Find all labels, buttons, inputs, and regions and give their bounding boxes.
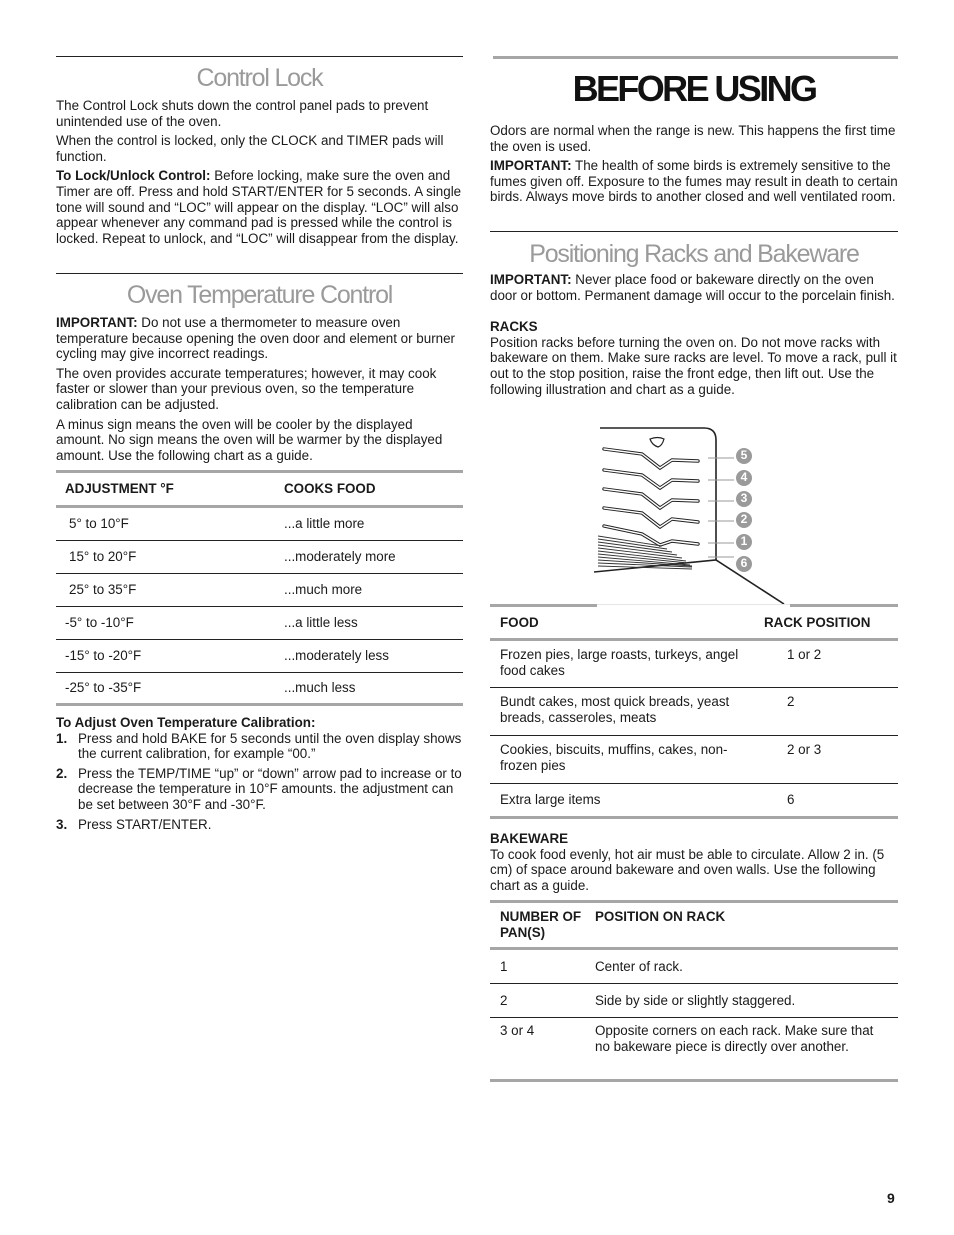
important-label: IMPORTANT: <box>490 272 572 287</box>
rack-position-cell: 6 <box>787 792 795 808</box>
food-cell: Frozen pies, large roasts, turkeys, angel food cakes <box>500 647 739 678</box>
porcelain-text: Never place food or bakeware directly on the oven door or bottom. Permanent damage will occur to the porcelain finish. <box>490 272 895 303</box>
table-row <box>490 784 898 819</box>
step-number: 2. <box>56 765 68 781</box>
cooks-food-value: ...moderately less <box>284 648 389 664</box>
rack-label-5: 5 <box>740 448 748 462</box>
step-item <box>56 731 463 762</box>
step-text: Press START/ENTER. <box>78 816 212 832</box>
important-label: IMPORTANT: <box>490 158 572 174</box>
step-text: Press the TEMP/TIME “up” or “down” arrow pad to increase or to decrease the temperature in 10°F amounts. the adjustment can be set between 30°F and -30°F. <box>78 765 462 812</box>
control-lock-p2: When the control is locked, only the CLOCK and TIMER pads will function. <box>56 133 444 164</box>
step-number: 3. <box>56 816 68 832</box>
rack-label-2: 2 <box>740 512 748 526</box>
bakeware-paragraph: To cook food evenly, hot air must be able to circulate. Allow 2 in. (5 cm) of space around bakeware and oven walls. Use the following chart as a guide. <box>490 846 885 893</box>
calibration-step-list <box>56 731 463 833</box>
pan-count-cell: 1 <box>500 958 508 974</box>
table-header <box>490 903 898 950</box>
adjustment-table <box>56 470 463 706</box>
header-number-of-pans: NUMBER OF PAN(S) <box>500 909 582 940</box>
table-row <box>56 673 463 706</box>
lock-unlock-text: Before locking, make sure the oven and Timer are off. Press and hold START/ENTER for 5 seconds. A single tone will sound and “LOC” will appear on the display. “LOC” will also appear whenever any command pad is pressed while the control is locked. Repeat to unlock, and “LOC” will disappear from the display. <box>56 168 462 246</box>
control-lock-p1: The Control Lock shuts down the control panel pads to prevent unintended use of the oven. <box>56 98 429 129</box>
table-row <box>56 574 463 607</box>
control-lock-title: Control Lock <box>196 64 323 92</box>
control-lock-p3 <box>56 168 463 246</box>
table-row <box>490 688 898 736</box>
adjustment-value: 5° to 10°F <box>69 516 129 532</box>
rack-label-4: 4 <box>740 470 748 484</box>
food-cell: Cookies, biscuits, muffins, cakes, non-frozen pies <box>500 742 728 773</box>
table-row <box>56 607 463 640</box>
table-row <box>490 984 898 1018</box>
oven-temp-p3: A minus sign means the oven will be cooler by the displayed amount. No sign means the oven will be warmer by the displayed amount. Use the following chart as a guide. <box>56 416 443 463</box>
adjustment-value: -5° to -10°F <box>65 615 134 631</box>
oven-temp-title: Oven Temperature Control <box>126 281 393 309</box>
step-item <box>56 817 463 833</box>
odors-paragraph: Odors are normal when the range is new. This happens the first time the oven is used. <box>490 123 896 154</box>
important-label: IMPORTANT: <box>56 315 138 330</box>
cooks-food-value: ...much less <box>284 680 356 696</box>
table-header <box>490 607 898 641</box>
header-cooks-food: COOKS FOOD <box>284 481 376 497</box>
oven-temp-p1 <box>56 315 463 362</box>
before-using-section <box>490 69 898 209</box>
rack-label-6: 6 <box>740 556 748 570</box>
oven-temp-p2: The oven provides accurate temperatures; however, it may cook faster or slower than your previous oven, so the temperature calibration can be adjusted. <box>56 365 437 412</box>
table-row <box>56 640 463 673</box>
rack-position-table <box>490 604 898 819</box>
rack-position-cell: 1 or 2 <box>787 647 822 662</box>
header-position-on-rack: POSITION ON RACK <box>595 909 726 924</box>
top-rule-right <box>493 56 898 59</box>
pan-position-table <box>490 900 898 1082</box>
pan-count-cell: 2 <box>500 992 508 1008</box>
table-row <box>490 1018 898 1082</box>
food-cell: Bundt cakes, most quick breads, yeast breads, casseroles, meats <box>500 694 730 725</box>
calibration-heading: To Adjust Oven Temperature Calibration: <box>56 715 316 730</box>
page-title: BEFORE USING <box>572 68 816 109</box>
table-header <box>56 473 463 508</box>
pan-position-cell: Center of rack. <box>595 958 683 974</box>
racks-heading: RACKS <box>490 319 538 335</box>
rack-label-1: 1 <box>740 534 748 548</box>
table-row <box>56 541 463 574</box>
table-row <box>56 508 463 541</box>
racks-section <box>490 240 898 401</box>
oven-rack-diagram <box>592 424 792 604</box>
birds-paragraph <box>490 158 898 205</box>
bakeware-section <box>490 831 898 897</box>
racks-title: Positioning Racks and Bakeware <box>529 240 859 268</box>
food-cell: Extra large items <box>500 792 601 808</box>
header-rack-position: RACK POSITION <box>764 614 871 630</box>
cooks-food-value: ...a little less <box>284 615 358 631</box>
step-number: 1. <box>56 730 68 746</box>
cooks-food-value: ...a little more <box>284 516 365 532</box>
step-item <box>56 766 463 813</box>
rack-illustration <box>592 424 792 604</box>
table-row <box>490 950 898 984</box>
oven-temp-section <box>56 281 463 467</box>
control-lock-section <box>56 64 463 250</box>
header-adjustment: ADJUSTMENT °F <box>65 481 174 497</box>
porcelain-paragraph <box>490 272 898 303</box>
birds-text: The health of some birds is extremely sensitive to the fumes given off. Exposure to the fumes may result in death to certain birds. Always move birds to another closed and well ventilated room. <box>490 158 898 205</box>
adjustment-value: -25° to -35°F <box>65 680 142 696</box>
adjustment-value: 15° to 20°F <box>69 549 137 565</box>
adjustment-value: 25° to 35°F <box>69 582 137 598</box>
rack-position-cell: 2 or 3 <box>787 742 822 757</box>
top-rule-left <box>56 56 463 57</box>
pan-position-cell: Side by side or slightly staggered. <box>595 992 796 1008</box>
bakeware-heading: BAKEWARE <box>490 831 569 846</box>
divider-racks <box>490 231 898 232</box>
cooks-food-value: ...moderately more <box>284 549 396 565</box>
calibration-steps <box>56 715 463 836</box>
lock-unlock-label: To Lock/Unlock Control: <box>56 168 211 184</box>
cooks-food-value: ...much more <box>284 582 363 598</box>
divider-oven-temp <box>56 273 463 274</box>
step-text: Press and hold BAKE for 5 seconds until the oven display shows the current calibration, for example “00.” <box>78 730 462 762</box>
table-row <box>490 736 898 784</box>
rack-label-3: 3 <box>740 491 748 505</box>
adjustment-value: -15° to -20°F <box>65 648 142 664</box>
racks-paragraph: Position racks before turning the oven on. Do not move racks with bakeware on them. Make sure racks are level. To move a rack, pull it out to the stop position, raise the front edge, then lift out. Use the following illustration and chart as a guide. <box>490 334 897 397</box>
pan-count-cell: 3 or 4 <box>500 1023 535 1038</box>
pan-position-cell: Opposite corners on each rack. Make sure that no bakeware piece is directly over another. <box>595 1023 874 1054</box>
header-food: FOOD <box>500 614 539 630</box>
rack-position-cell: 2 <box>787 694 795 709</box>
oven-temp-p1-text: Do not use a thermometer to measure oven temperature because opening the oven door and element or burner cycling may give incorrect readings. <box>56 315 456 362</box>
page-number: 9 <box>887 1190 895 1206</box>
table-row <box>490 641 898 688</box>
